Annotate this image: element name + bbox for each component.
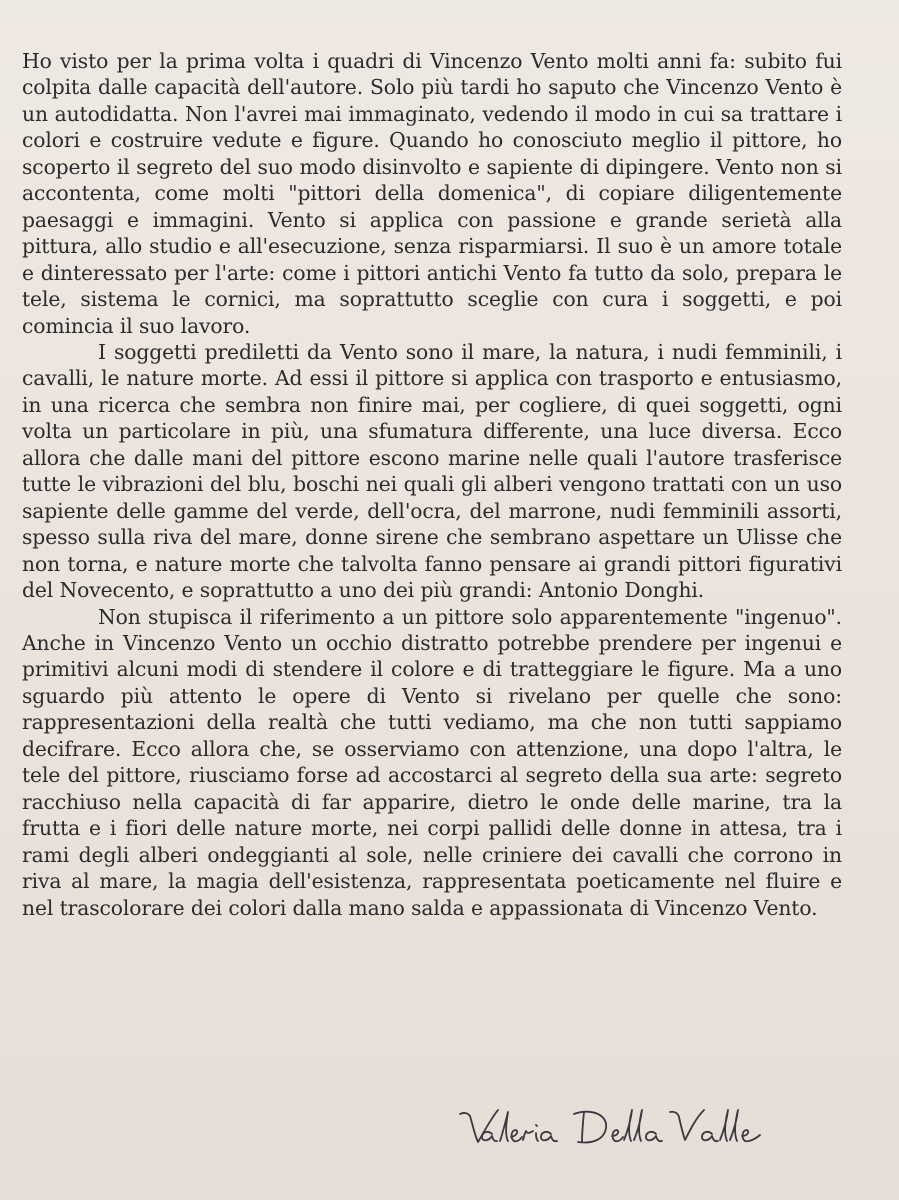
signature-drawing xyxy=(456,1096,786,1156)
handwritten-signature xyxy=(456,1096,786,1156)
paragraph-2: I soggetti prediletti da Vento sono il mare, la natura, i nudi femminili, i cavalli, le nature morte. Ad essi il pittore si applica con trasporto e entusiasmo, in una ricerca che sembra non finire mai, per cogliere, di quei soggetti, ogni volta un particolare in più, una sfumatura differente, una luce diversa. Ecco allora che dalle mani del pittore escono marine nelle quali l'autore trasferisce tutte le vibrazioni del blu, boschi nei quali gli alberi vengono trattati con un uso sapiente delle gamme del verde, dell'ocra, del marrone, nudi femminili assorti, spesso sulla riva del mare, donne sirene che sembrano aspettare un Ulisse che non torna, e nature morte che talvolta fanno pensare ai grandi pittori figurativi del Novecento, e soprattutto a uno dei più grandi: Antonio Donghi. xyxy=(22,339,842,603)
paragraph-1: Ho visto per la prima volta i quadri di Vincenzo Vento molti anni fa: subito fui colpita dalle capacità dell'autore. Solo più tardi ho saputo che Vincenzo Vento è un autodidatta. Non l'avrei mai immaginato, vedendo il modo in cui sa trattare i colori e costruire vedute e figure. Quando ho conosciuto meglio il pittore, ho scoperto il segreto del suo modo disinvolto e sapiente di dipingere. Vento non si accontenta, come molti "pittori della domenica", di copiare diligentemente paesaggi e immagini. Vento si applica con passione e grande serietà alla pittura, allo studio e all'esecuzione, senza risparmiarsi. Il suo è un amore totale e dinteressato per l'arte: come i pittori antichi Vento fa tutto da solo, prepara le tele, sistema le cornici, ma soprattutto sceglie con cura i soggetti, e poi comincia il suo lavoro. xyxy=(22,49,842,338)
body-text xyxy=(22,48,842,921)
paragraph-3: Non stupisca il riferimento a un pittore solo apparentemente "ingenuo". Anche in Vincenzo Vento un occhio distratto potrebbe prendere per ingenui e primitivi alcuni modi di stendere il colore e di tratteggiare le figure. Ma a uno sguardo più attento le opere di Vento si rivelano per quelle che sono: rappresentazioni della realtà che tutti vediamo, ma che non tutti sappiamo decifrare. Ecco allora che, se osserviamo con attenzione, una dopo l'altra, le tele del pittore, riusciamo forse ad accostarci al segreto della sua arte: segreto racchiuso nella capacità di far apparire, dietro le onde delle marine, tra la frutta e i fiori delle nature morte, nei corpi pallidi delle donne in attesa, tra i rami degli alberi ondeggianti al sole, nelle criniere dei cavalli che corrono in riva al mare, la magia dell'esistenza, rappresentata poeticamente nel fluire e nel trascolorare dei colori dalla mano salda e appassionata di Vincenzo Vento. xyxy=(22,604,842,920)
